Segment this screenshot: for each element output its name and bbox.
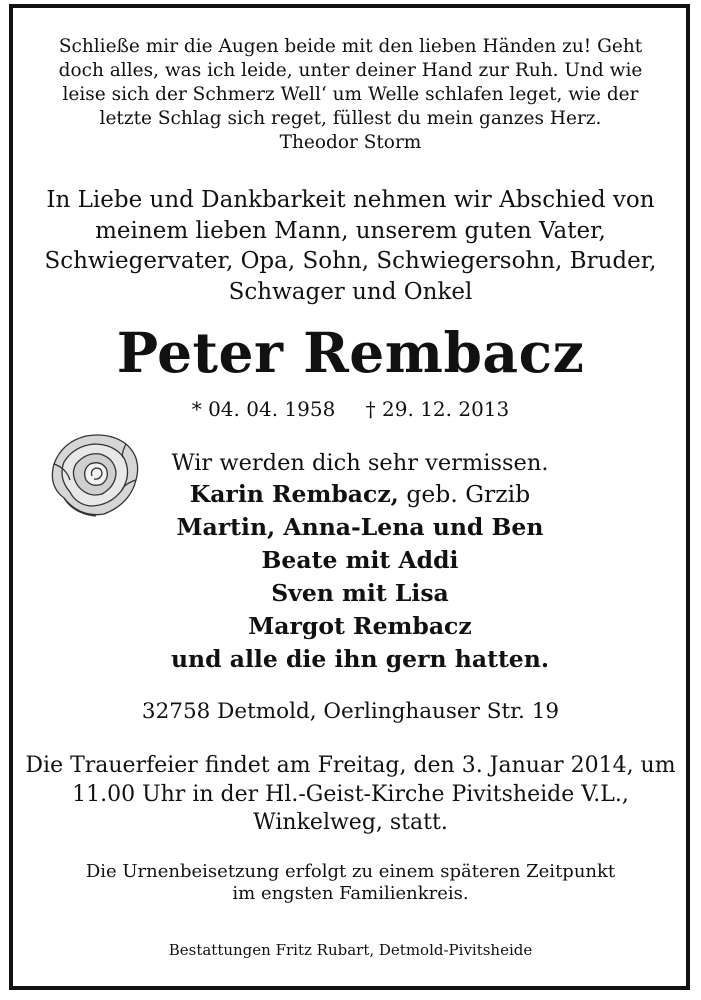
family-member: Martin, Anna-Lena und Ben: [176, 513, 544, 541]
urn-burial-info: [0, 861, 701, 905]
family-address: 32758 Detmold, Oerlinghauser Str. 19: [141, 699, 560, 724]
intro-line: Schwiegervater, Opa, Sohn, Schwiegersohn, Bruder,: [44, 248, 657, 274]
funeral-ceremony-info: [0, 752, 701, 838]
wife-name: Karin Rembacz,: [189, 480, 399, 508]
poem-line: letzte Schlag sich reget, füllest du mein ganzes Herz.: [99, 108, 602, 129]
ceremony-line: Winkelweg, statt.: [253, 810, 448, 835]
wife-maiden-name: geb. Grzib: [398, 480, 531, 508]
poem-line: doch alles, was ich leide, unter deiner Hand zur Ruh. Und wie: [58, 60, 643, 81]
family-member: und alle die ihn gern hatten.: [170, 645, 550, 673]
family-member: Sven mit Lisa: [271, 579, 449, 607]
ceremony-line: 11.00 Uhr in der Hl.-Geist-Kirche Pivitsheide V.L.,: [72, 781, 629, 807]
deceased-name: Peter Rembacz: [116, 320, 585, 385]
farewell-intro: [0, 185, 701, 307]
family-member: [170, 478, 550, 511]
family-member: Margot Rembacz: [248, 612, 472, 640]
poem-line: Schließe mir die Augen beide mit den lieben Händen zu! Geht: [58, 36, 643, 57]
poem-line: leise sich der Schmerz Well‘ um Welle schlafen leget, wie der: [62, 84, 639, 105]
intro-line: In Liebe und Dankbarkeit nehmen wir Abschied von: [46, 187, 655, 213]
intro-line: meinem lieben Mann, unserem guten Vater,: [95, 217, 606, 244]
intro-line: Schwager und Onkel: [228, 278, 473, 305]
miss-you-line: Wir werden dich sehr vermissen.: [171, 450, 549, 476]
poem-quote: [0, 35, 701, 155]
family-member: Beate mit Addi: [261, 546, 459, 574]
urn-line: im engsten Familienkreis.: [232, 883, 469, 904]
undertaker-credit: Bestattungen Fritz Rubart, Detmold-Pivitsheide: [168, 941, 533, 959]
life-dates: [0, 396, 701, 422]
urn-line: Die Urnenbeisetzung erfolgt zu einem späteren Zeitpunkt: [85, 861, 616, 882]
family-signatures: [170, 448, 550, 676]
poem-author: Theodor Storm: [279, 132, 422, 153]
death-date: † 29. 12. 2013: [365, 397, 510, 421]
birth-date: * 04. 04. 1958: [191, 397, 336, 421]
ceremony-line: Die Trauerfeier findet am Freitag, den 3. Januar 2014, um: [25, 753, 676, 778]
rose-icon: [44, 428, 144, 523]
